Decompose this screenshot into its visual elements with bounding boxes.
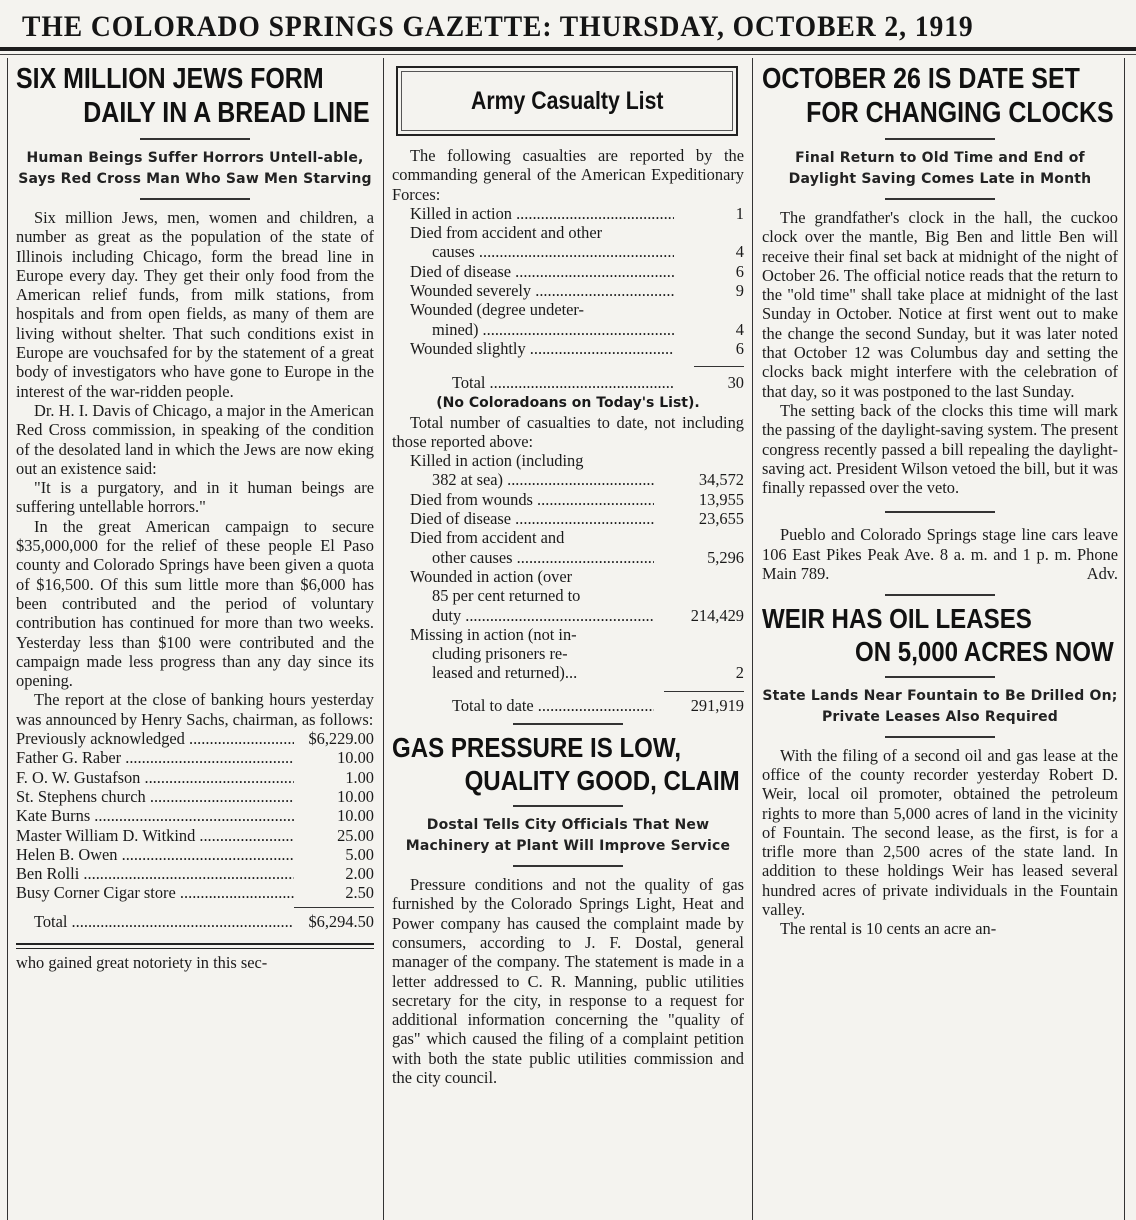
casualty-row bbox=[392, 223, 744, 262]
casualty-total-row bbox=[392, 373, 744, 392]
paragraph: The rental is 10 cents an acre an- bbox=[780, 919, 997, 939]
casualty-count: 13,955 bbox=[698, 489, 744, 509]
casualty-label: Wounded slightly ..... bbox=[392, 339, 674, 358]
subheadline: State Lands Near Fountain to Be Drilled On; Private Leases Also Required bbox=[762, 687, 1118, 725]
article-body bbox=[392, 146, 744, 204]
article-body bbox=[392, 413, 744, 452]
contributor-name: F. O. W. Gustafson ..... bbox=[16, 768, 294, 787]
headline bbox=[762, 62, 1117, 130]
sum-rule bbox=[664, 691, 744, 692]
casualty-row bbox=[392, 567, 744, 625]
casualty-today-list bbox=[392, 204, 744, 393]
headline bbox=[392, 731, 743, 797]
contribution-row bbox=[16, 787, 374, 806]
contribution-amount: 1.00 bbox=[345, 767, 374, 787]
casualty-count: 6 bbox=[735, 261, 744, 281]
label-line: Missing in action (not in- bbox=[410, 624, 577, 644]
contribution-amount: 10.00 bbox=[337, 786, 374, 806]
casualty-row bbox=[392, 509, 744, 528]
article-bread-line bbox=[16, 62, 374, 972]
contributor-name: Previously acknowledged ..... bbox=[16, 729, 294, 748]
contribution-total-row bbox=[16, 912, 374, 931]
contribution-amount: 2.00 bbox=[345, 864, 374, 884]
casualty-label bbox=[392, 223, 674, 262]
label-continuation: leased and returned)... bbox=[432, 663, 578, 683]
column-divider bbox=[7, 58, 8, 1220]
sum-rule bbox=[694, 366, 744, 367]
divider bbox=[885, 736, 995, 738]
paragraph: The grandfather's clock in the hall, the cuckoo clock over the mantle, Big Ben and little Ben will receive their final set back at midnight of the night of October 26. The official notice reads that the return to the "old time" shall take place at midnight of the last Sunday in October. Notice at first went out to make the change the second Sunday, but it was later noted that October 12 was Columbus day and setting the clocks back might interfere with the celebration of that day, so it was postponed to the last Sunday. bbox=[762, 208, 1118, 401]
headline-line: FOR CHANGING CLOCKS bbox=[806, 97, 1114, 129]
divider bbox=[885, 198, 995, 200]
contribution-amount: 10.00 bbox=[337, 806, 374, 826]
casualty-count: 2 bbox=[735, 663, 744, 683]
divider bbox=[140, 138, 250, 140]
casualty-label: Died from wounds ..... bbox=[392, 490, 654, 509]
label-continuation: 382 at sea) ..... bbox=[410, 470, 654, 489]
article-body bbox=[16, 208, 374, 729]
label-continuation: mined) ..... bbox=[410, 320, 674, 339]
casualty-note: (No Coloradoans on Today's List). bbox=[436, 394, 700, 411]
headline-line: WEIR HAS OIL LEASES bbox=[762, 602, 1032, 634]
subheadline: Final Return to Old Time and End of Daylight Saving Comes Late in Month bbox=[788, 150, 1092, 187]
divider bbox=[513, 865, 623, 867]
casualty-label bbox=[392, 625, 654, 683]
contribution-amount: $6,229.00 bbox=[308, 729, 374, 749]
contribution-row bbox=[16, 826, 374, 845]
divider bbox=[885, 511, 995, 513]
headline bbox=[762, 602, 1117, 668]
contribution-amount: 2.50 bbox=[345, 883, 374, 903]
paragraph: With the filing of a second oil and gas lease at the office of the county recorder yesterday Robert D. Weir, local oil promoter, obtained the petroleum rights to more than 5,000 acres of land in the vicinity of Fountain. The second lease, as the first, is for a trifle more than 2,500 acres of the state land. In addition to these holdings Weir has leased several hundred acres of private individuals in the Fountain valley. bbox=[762, 745, 1118, 920]
casualty-row bbox=[392, 451, 744, 490]
ad-tag: Adv. bbox=[1086, 564, 1118, 584]
casualty-label bbox=[392, 451, 654, 490]
total-amount: $6,294.50 bbox=[308, 911, 374, 931]
casualty-label: Killed in action ..... bbox=[392, 204, 674, 223]
contribution-list bbox=[16, 729, 374, 931]
casualty-row bbox=[392, 528, 744, 567]
casualty-label: Wounded severely ..... bbox=[392, 281, 674, 300]
sum-rule bbox=[294, 907, 374, 908]
box-title: Army Casualty List bbox=[470, 86, 664, 115]
label-continuation: duty ..... bbox=[410, 606, 654, 625]
contribution-row bbox=[16, 864, 374, 883]
divider bbox=[885, 676, 995, 678]
total-label: Total ..... bbox=[392, 373, 674, 392]
casualty-row bbox=[392, 490, 744, 509]
contributor-name: Busy Corner Cigar store ..... bbox=[16, 883, 294, 902]
headline-line: ON 5,000 ACRES NOW bbox=[855, 635, 1114, 667]
label-line: Died from accident and bbox=[410, 528, 565, 548]
newspaper-title: THE COLORADO SPRINGS GAZETTE: THURSDAY, OCTOBER 2, 1919 bbox=[22, 10, 974, 43]
paragraph: Dr. H. I. Davis of Chicago, a major in the American Red Cross commission, in speaking of the condition of the desolated land in which the Jews are now eking out an existence said: bbox=[16, 400, 374, 478]
casualty-label bbox=[392, 567, 654, 625]
casualty-label bbox=[392, 300, 674, 339]
masthead-rule bbox=[0, 47, 1136, 51]
casualty-grand-total-row bbox=[392, 696, 744, 715]
paragraph: Total number of casualties to date, not including those reported above: bbox=[392, 412, 744, 451]
headline-line: QUALITY GOOD, CLAIM bbox=[464, 765, 740, 797]
casualty-label: Died of disease ..... bbox=[392, 262, 674, 281]
casualty-row bbox=[392, 625, 744, 683]
label-continuation: 85 per cent returned to bbox=[432, 586, 581, 606]
casualty-count: 23,655 bbox=[698, 509, 744, 529]
divider bbox=[885, 138, 995, 140]
casualty-label: Died of disease ..... bbox=[392, 509, 654, 528]
contribution-row bbox=[16, 748, 374, 767]
divider bbox=[513, 805, 623, 807]
label-continuation: causes ..... bbox=[410, 242, 674, 261]
divider bbox=[513, 723, 623, 725]
label-line: Killed in action (including bbox=[410, 451, 584, 471]
divider bbox=[885, 594, 995, 596]
paragraph: "It is a purgatory, and in it human beings are suffering untellable horrors." bbox=[16, 478, 374, 517]
paragraph: Pressure conditions and not the quality of gas furnished by the Colorado Springs Light, Heat and Power company has caused the complaint made by consumers, according to J. F. Dostal, general manager of the company. The statement is made in a letter addressed to C. R. Manning, public utilities secretary for the city, in response to a request for additional information concerning the "quality of gas" which caused the filing of a complaint petition with both the state public utilities commission and the city council. bbox=[392, 875, 744, 1087]
subheadline: Human Beings Suffer Horrors Untell-able, Says Red Cross Man Who Saw Men Starving bbox=[18, 150, 372, 187]
casualty-row bbox=[392, 281, 744, 300]
column-divider bbox=[752, 58, 753, 1220]
label-continuation: cluding prisoners re- bbox=[432, 644, 568, 664]
headline-line: OCTOBER 26 IS DATE SET bbox=[762, 63, 1080, 95]
casualty-count: 4 bbox=[735, 319, 744, 339]
article-casualty-list bbox=[392, 62, 744, 1087]
paragraph: Six million Jews, men, women and children, a number as great as the population of the state of Illinois including Chicago, form the bread line in Europe every day. They get their only food from the American relief funds, from milk stations, from hospitals and from open fields, as many of them are living without shelter. That such conditions exist in Europe are vouchsafed for by the statement of a great body of investigators who have gone to Europe in the interest of the war-ridden people. bbox=[16, 208, 374, 401]
casualty-row bbox=[392, 339, 744, 358]
divider bbox=[140, 198, 250, 200]
article-separator bbox=[16, 943, 374, 949]
label-line: Wounded (degree undeter- bbox=[410, 300, 585, 320]
paragraph: The report at the close of banking hours yesterday was announced by Henry Sachs, chairman, as follows: bbox=[16, 690, 374, 729]
contributor-name: Father G. Raber ..... bbox=[16, 748, 294, 767]
subheadline: Dostal Tells City Officials That New Machinery at Plant Will Improve Service bbox=[405, 817, 731, 855]
casualty-count: 34,572 bbox=[698, 470, 744, 490]
contributor-name: St. Stephens church ..... bbox=[16, 787, 294, 806]
casualty-row bbox=[392, 262, 744, 281]
paragraph: The setting back of the clocks this time will mark the passing of the daylight-saving system. The present congress recently passed a bill repealing the daylight-saving act. President Wilson vetoed the bill, but it was finally repassed over the veto. bbox=[762, 400, 1118, 498]
advertisement bbox=[762, 525, 1118, 583]
label-line: Wounded in action (over bbox=[410, 566, 573, 586]
total-label: Total to date ..... bbox=[392, 696, 654, 715]
ad-text: Pueblo and Colorado Springs stage line cars leave 106 East Pikes Peak Ave. 8 a. m. and 1 p. m. Phone Main 789. bbox=[762, 525, 1118, 584]
contributor-name: Master William D. Witkind ..... bbox=[16, 826, 294, 845]
paragraph: In the great American campaign to secure $35,000,000 for the relief of these people El Paso county and Colorado Springs have been given a quota of $16,500. Of this sum little more than $6,000 has been contributed and the period of voluntary contribution has continued for more than two weeks. Yesterday less than $100 were contributed and the campaign made less progress than any day since its opening. bbox=[16, 516, 374, 691]
total-count: 291,919 bbox=[690, 695, 744, 715]
casualty-count: 9 bbox=[735, 281, 744, 301]
boxed-heading bbox=[396, 66, 738, 136]
contribution-row bbox=[16, 806, 374, 825]
headline bbox=[16, 62, 373, 130]
contribution-amount: 25.00 bbox=[337, 825, 374, 845]
contribution-row bbox=[16, 845, 374, 864]
headline-line: SIX MILLION JEWS FORM bbox=[16, 63, 324, 95]
paragraph: who gained great notoriety in this sec- bbox=[16, 952, 268, 972]
label-line: Died from accident and other bbox=[410, 223, 603, 243]
masthead-rule-thin bbox=[0, 54, 1136, 55]
contribution-amount: 5.00 bbox=[345, 844, 374, 864]
masthead bbox=[0, 0, 1136, 58]
article-body bbox=[762, 208, 1118, 497]
contribution-row bbox=[16, 729, 374, 748]
contributor-name: Ben Rolli ..... bbox=[16, 864, 294, 883]
casualty-label bbox=[392, 528, 654, 567]
article-body bbox=[762, 746, 1118, 939]
continuation-text bbox=[16, 953, 374, 972]
headline-line: GAS PRESSURE IS LOW, bbox=[392, 732, 682, 764]
casualty-count: 214,429 bbox=[690, 605, 744, 625]
casualty-count: 5,296 bbox=[707, 547, 744, 567]
paragraph: The following casualties are reported by the commanding general of the American Expeditionary Forces: bbox=[392, 146, 744, 204]
casualty-count: 6 bbox=[735, 338, 744, 358]
article-clocks bbox=[762, 62, 1118, 939]
casualty-row bbox=[392, 300, 744, 339]
label-continuation: other causes ..... bbox=[410, 548, 654, 567]
contributor-name: Helen B. Owen ..... bbox=[16, 845, 294, 864]
total-count: 30 bbox=[727, 373, 744, 393]
casualty-count: 4 bbox=[735, 242, 744, 262]
contribution-row bbox=[16, 883, 374, 902]
casualty-to-date-list bbox=[392, 451, 744, 715]
contribution-amount: 10.00 bbox=[337, 748, 374, 768]
casualty-count: 1 bbox=[735, 203, 744, 223]
total-label: Total ..... bbox=[16, 912, 294, 931]
headline-line: DAILY IN A BREAD LINE bbox=[83, 97, 370, 129]
column-divider bbox=[383, 58, 384, 1220]
contributor-name: Kate Burns ..... bbox=[16, 806, 294, 825]
article-body bbox=[392, 875, 744, 1087]
column-divider bbox=[1124, 58, 1125, 1220]
casualty-row bbox=[392, 204, 744, 223]
contribution-row bbox=[16, 768, 374, 787]
